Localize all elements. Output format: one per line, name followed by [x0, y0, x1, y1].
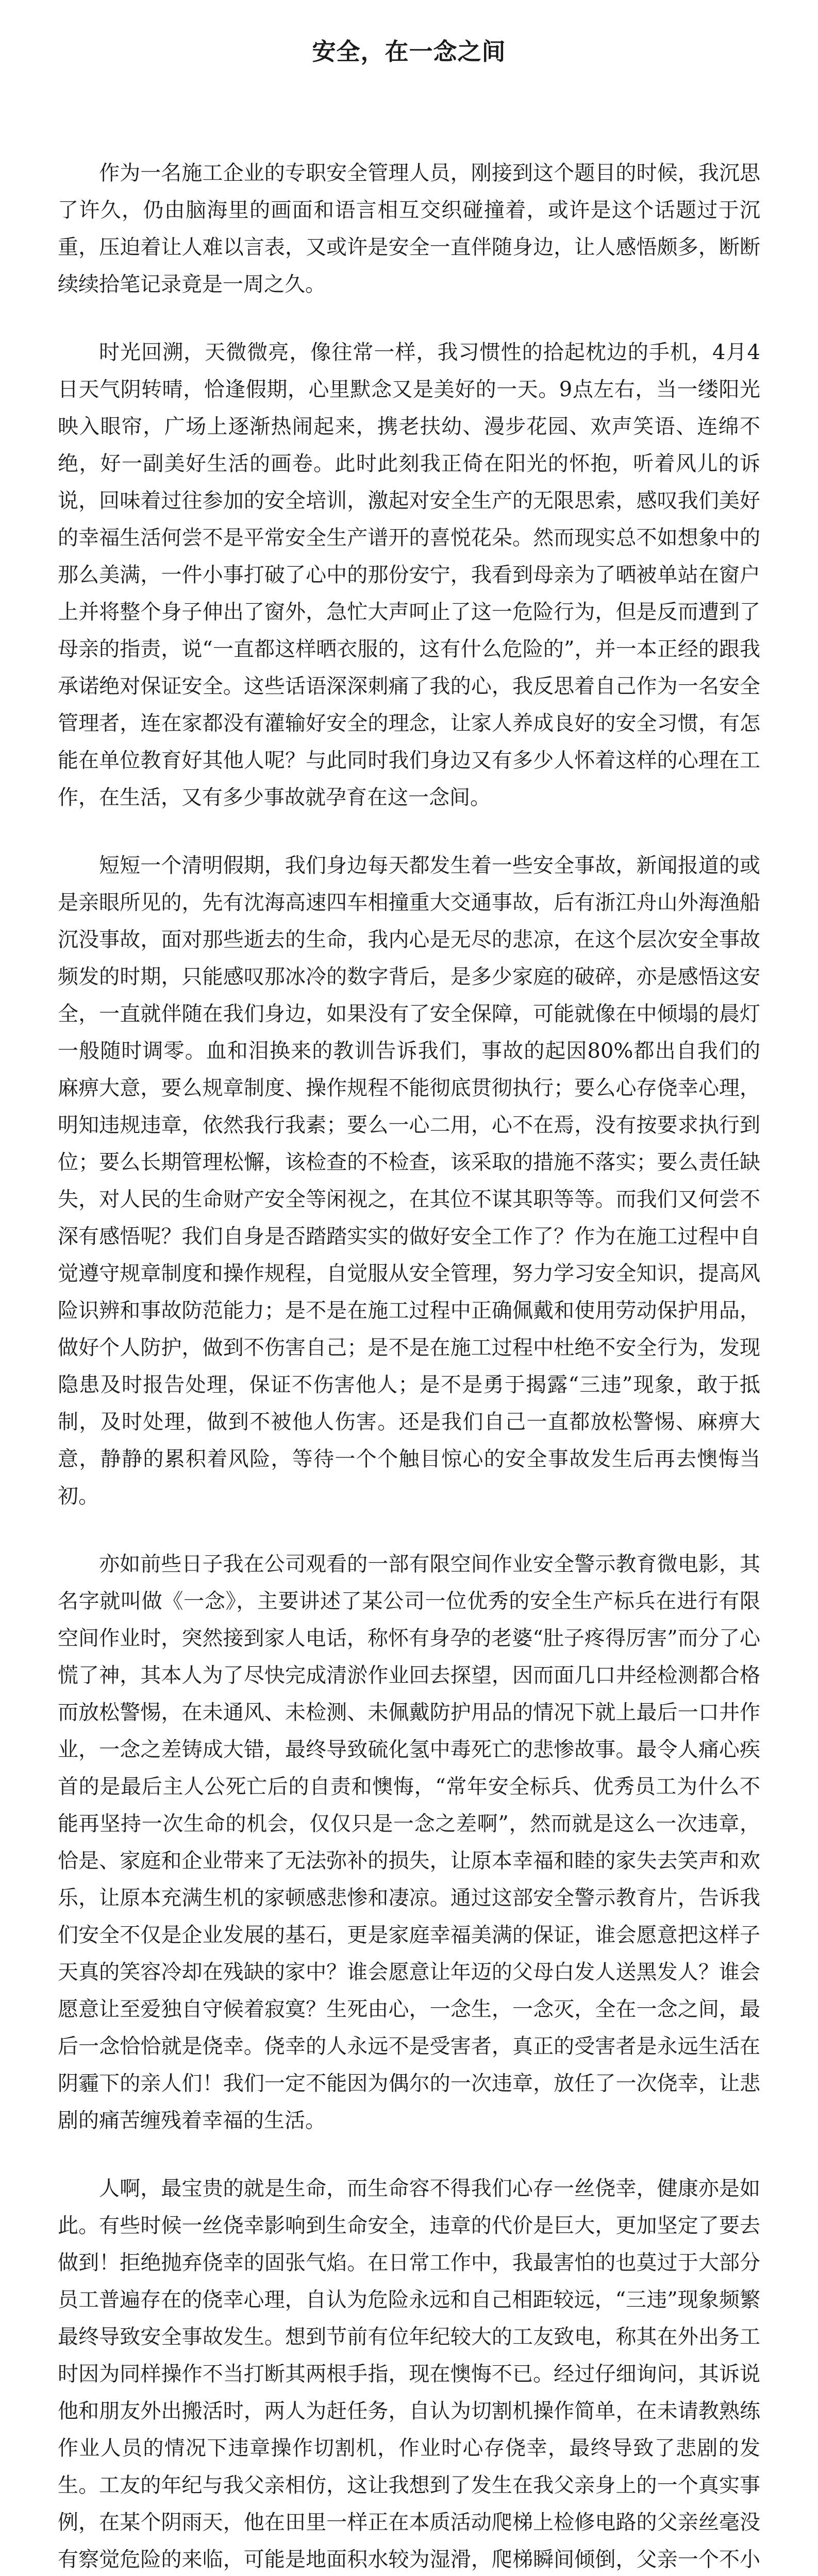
paragraph-5: 人啊，最宝贵的就是生命，而生命容不得我们心存一丝侥幸，健康亦是如此。有些时候一丝侥幸影响到生命安全，违章的代价是巨大，更加坚定了要去做到！拒绝抛弃侥幸的固张气焰。在日常工作中，我最害怕的也莫过于大部分员工普遍存在的侥幸心理，自认为危险永远和自己相距较远，“三违”现象频繁最终导致安全事故发生。想到节前有位年纪较大的工友致电，称其在外出务工时因为同样操作不当打断其两根手指，现在懊悔不已。经过仔细询问，其诉说他和朋友外出搬活时，两人为赶任务，自认为切割机操作简单，在未请教熟练作业人员的情况下违章操作切割机，作业时心存侥幸，最终导致了悲剧的发生。工友的年纪与我父亲相仿，这让我想到了发生在我父亲身上的一个真实事例，在某个阴雨天，他在田里一样正在本质活动爬梯上检修电路的父亲丝毫没有察觉危险的来临，可能是地面积水较为湿滑，爬梯瞬间倾倒，父亲一个不小	[58, 2177, 760, 2571]
paragraph-3: 短短一个清明假期，我们身边每天都发生着一些安全事故，新闻报道的或是亲眼所见的，先有沈海高速四车相撞重大交通事故，后有浙江舟山外海渔船沉没事故，面对那些逝去的生命，我内心是无尽的悲凉，在这个层次安全事故频发的时期，只能感叹那冰冷的数字背后，是多少家庭的破碎，亦是感悟这安全，一直就伴随在我们身边，如果没有了安全保障，可能就像在中倾塌的晨灯一般随时调零。血和泪换来的教训告诉我们，事故的起因80%都出自我们的麻痹大意，要么规章制度、操作规程不能彻底贯彻执行；要么心存侥幸心理，明知违规违章，依然我行我素；要么一心二用，心不在焉，没有按要求执行到位；要么长期管理松懈，该检查的不检查，该采取的措施不落实；要么责任缺失，对人民的生命财产安全等闲视之，在其位不谋其职等等。而我们又何尝不深有感悟呢？我们自身是否踏踏实实的做好安全工作了？作为在施工过程中自觉遵守规章制度和操作规程，自觉服从安全管理，努力学习安全知识，提高风险识辨和事故防范能力；是不是在施工过程中正确佩戴和使用劳动保护用品，做好个人防护，做到不伤害自己；是不是在施工过程中杜绝不安全行为，发现隐患及时报告处理，保证不伤害他人；是不是勇于揭露“三违”现象，敢于抵制，及时处理，做到不被他人伤害。还是我们自己一直都放松警惕、麻痹大意，静静的累积着风险，等待一个个触目惊心的安全事故发生后再去懊悔当初。	[58, 854, 760, 1508]
document-title: 安全，在一念之间	[312, 38, 506, 65]
paragraph-4: 亦如前些日子我在公司观看的一部有限空间作业安全警示教育微电影，其名字就叫做《一念》，主要讲述了某公司一位优秀的安全生产标兵在进行有限空间作业时，突然接到家人电话，称怀有身孕的老婆“肚子疼得厉害”而分了心慌了神，其本人为了尽快完成清淤作业回去探望，因而面几口井经检测都合格而放松警惕，在未通风、未检测、未佩戴防护用品的情况下就上最后一口井作业，一念之差铸成大错，最终导致硫化氢中毒死亡的悲惨故事。最令人痛心疾首的是最后主人公死亡后的自责和懊悔，“常年安全标兵、优秀员工为什么不能再坚持一次生命的机会，仅仅只是一念之差啊”，然而就是这么一次违章，恰是、家庭和企业带来了无法弥补的损失，让原本幸福和睦的家失去笑声和欢乐，让原本充满生机的家顿感悲惨和凄凉。通过这部安全警示教育片，告诉我们安全不仅是企业发展的基石，更是家庭幸福美满的保证，谁会愿意把这样子天真的笑容冷却在残缺的家中？谁会愿意让年迈的父母白发人送黑发人？谁会愿意让至爱独自守候着寂寞？生死由心，一念生，一念灭，全在一念之间，最后一念恰恰就是侥幸。侥幸的人永远不是受害者，真正的受害者是永远生活在阴霾下的亲人们！我们一定不能因为偶尔的一次违章，放任了一次侥幸，让悲剧的痛苦缠残着幸福的生活。	[58, 1552, 760, 2132]
paragraph-2: 时光回溯，天微微亮，像往常一样，我习惯性的拾起枕边的手机，4月4日天气阴转晴，恰逢假期，心里默念又是美好的一天。9点左右，当一缕阳光映入眼帘，广场上逐渐热闹起来，携老扶幼、漫步花园、欢声笑语、连绵不绝，好一副美好生活的画卷。此时此刻我正倚在阳光的怀抱，听着风儿的诉说，回味着过往参加的安全培训，激起对安全生产的无限思索，感叹我们美好的幸福生活何尝不是平常安全生产谱开的喜悦花朵。然而现实总不如想象中的那么美满，一件小事打破了心中的那份安宁，我看到母亲为了晒被单站在窗户上并将整个身子伸出了窗外，急忙大声呵止了这一危险行为，但是反而遭到了母亲的指责，说“一直都这样晒衣服的，这有什么危险的”，并一本正经的跟我承诺绝对保证安全。这些话语深深刺痛了我的心，我反思着自己作为一名安全管理者，连在家都没有灌输好安全的理念，让家人养成良好的安全习惯，有怎能在单位教育好其他人呢？与此同时我们身边又有多少人怀着这样的心理在工作，在生活，又有多少事故就孕育在这一念间。	[58, 341, 760, 809]
paragraph-1: 作为一名施工企业的专职安全管理人员，刚接到这个题目的时候，我沉思了许久，仍由脑海里的画面和语言相互交织碰撞着，或许是这个话题过于沉重，压迫着让人难以言表，又或许是安全一直伴随身边，让人感悟颇多，断断续续拾笔记录竟是一周之久。	[58, 161, 760, 296]
